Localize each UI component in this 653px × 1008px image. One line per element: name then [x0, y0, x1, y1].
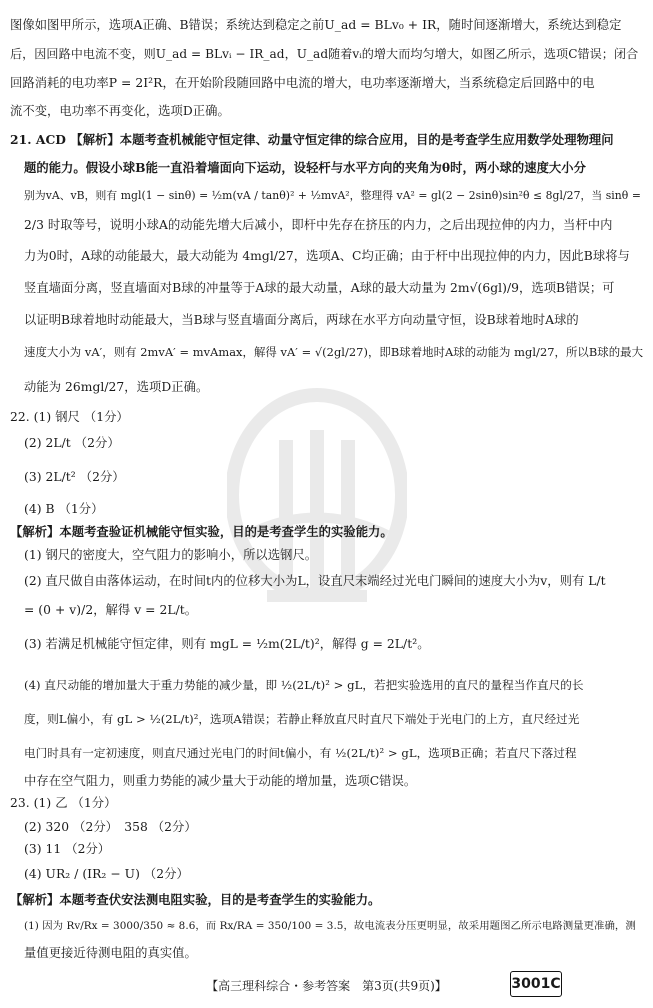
formula-line: 别为vA、vB，则有 mgl(1 − sinθ) = ½m(vA / tanθ)² + ½mvA²，整理得 vA² = gl(2 − 2sinθ)sin²θ ≤ 8gl/27，当 sinθ =	[24, 189, 641, 202]
text-line: 电门时具有一定初速度，则直尺通过光电门的时间t偏小，有 ½(2L/t)² > gL，选项B正确；若直尺下落过程	[24, 746, 577, 760]
question-21-heading: 21. ACD 【解析】本题考查机械能守恒定律、动量守恒定律的综合应用，目的是考查学生应用数学处理物理问	[10, 132, 614, 147]
text-line: 动能为 26mgl/27，选项D正确。	[24, 380, 209, 394]
text-line: 2/3 时取等号，说明小球A的动能先增大后减小，即杆中先存在挤压的内力，之后出现拉伸的内力，当杆中内	[24, 218, 613, 232]
footer-label: 【高三理科综合・参考答案 第3页(共9页)】	[206, 979, 447, 993]
paper-code-badge: 3001C	[510, 971, 562, 997]
text-line: (1) 因为 Rv/Rx = 3000/350 ≈ 8.6，而 Rx/RA = 350/100 = 3.5，故电流表分压更明显，故采用题图乙所示电路测量更准确，测	[24, 920, 636, 932]
text-line: 中存在空气阻力，则重力势能的减少量大于动能的增加量，选项C错误。	[24, 774, 417, 788]
question-22-heading: 22. (1) 钢尺 （1分）	[10, 410, 129, 424]
text-line: 图像如图甲所示，选项A正确、B错误；系统达到稳定之前U_ad = BLv₀ + IR，随时间逐渐增大，系统达到稳定	[10, 18, 622, 32]
text-line: 以证明B球着地时动能最大，当B球与竖直墙面分离后，两球在水平方向动量守恒，设B球着地时A球的	[24, 313, 579, 327]
text-line: 力为0时，A球的动能最大，最大动能为 4mgl/27，选项A、C均正确；由于杆中出现拉伸的内力，因此B球将与	[24, 249, 630, 263]
text-line: 度，则L偏小，有 gL > ½(2L/t)²，选项A错误；若静止释放直尺时直尺下端处于光电门的上方，直尺经过光	[24, 712, 580, 726]
answer-line: (4) UR₂ / (IR₂ − U) （2分）	[24, 867, 189, 881]
text-line: (3) 若满足机械能守恒定律，则有 mgL = ½m(2L/t)²，解得 g = 2L/t²。	[24, 637, 430, 651]
text-line: = (0 + v)/2，解得 v = 2L/t。	[24, 603, 198, 617]
analysis-heading: 【解析】本题考查验证机械能守恒实验，目的是考查学生的实验能力。	[10, 524, 393, 539]
text-line: (1) 钢尺的密度大，空气阻力的影响小，所以选钢尺。	[24, 548, 318, 562]
text-line: 竖直墙面分离，竖直墙面对B球的冲量等于A球的最大动量，A球的最大动量为 2m√(6gl)/9，选项B错误；可	[24, 281, 615, 295]
question-23-heading: 23. (1) 乙 （1分）	[10, 796, 117, 810]
formula-line: 速度大小为 vA′，则有 2mvA′ = mvAmax，解得 vA′ = √(2gl/27)，即B球着地时A球的动能为 mgl/27，所以B球的最大	[24, 345, 644, 359]
answer-line: (3) 2L/t² （2分）	[24, 470, 125, 484]
answer-line: (3) 11 （2分）	[24, 842, 111, 856]
text-line: 流不变，电功率不再变化，选项D正确。	[10, 104, 230, 118]
answer-line: (2) 2L/t （2分）	[24, 436, 120, 450]
text-line: 题的能力。假设小球B能一直沿着墙面向下运动，设轻杆与水平方向的夹角为θ时，两小球的速度大小分	[24, 160, 586, 175]
analysis-heading: 【解析】本题考查伏安法测电阻实验，目的是考查学生的实验能力。	[10, 892, 381, 907]
text-line: (2) 直尺做自由落体运动，在时间t内的位移大小为L，设直尺末端经过光电门瞬间的速度大小为v，则有 L/t	[24, 574, 606, 588]
answer-line: (4) B （1分）	[24, 502, 104, 516]
answer-line: (2) 320 （2分） 358 （2分）	[24, 820, 197, 834]
text-line: 回路消耗的电功率P = 2I²R，在开始阶段随回路中电流的增大，电功率逐渐增大，当系统稳定后回路中的电	[10, 76, 595, 90]
text-line: (4) 直尺动能的增加量大于重力势能的减少量，即 ½(2L/t)² > gL，若把实验选用的直尺的量程当作直尺的长	[24, 678, 584, 692]
text-line: 后，因回路中电流不变，则U_ad = BLvᵢ − IR_ad，U_ad随着vᵢ的增大而均匀增大，如图乙所示，选项C错误；闭合	[10, 47, 639, 61]
text-line: 量值更接近待测电阻的真实值。	[24, 946, 197, 960]
